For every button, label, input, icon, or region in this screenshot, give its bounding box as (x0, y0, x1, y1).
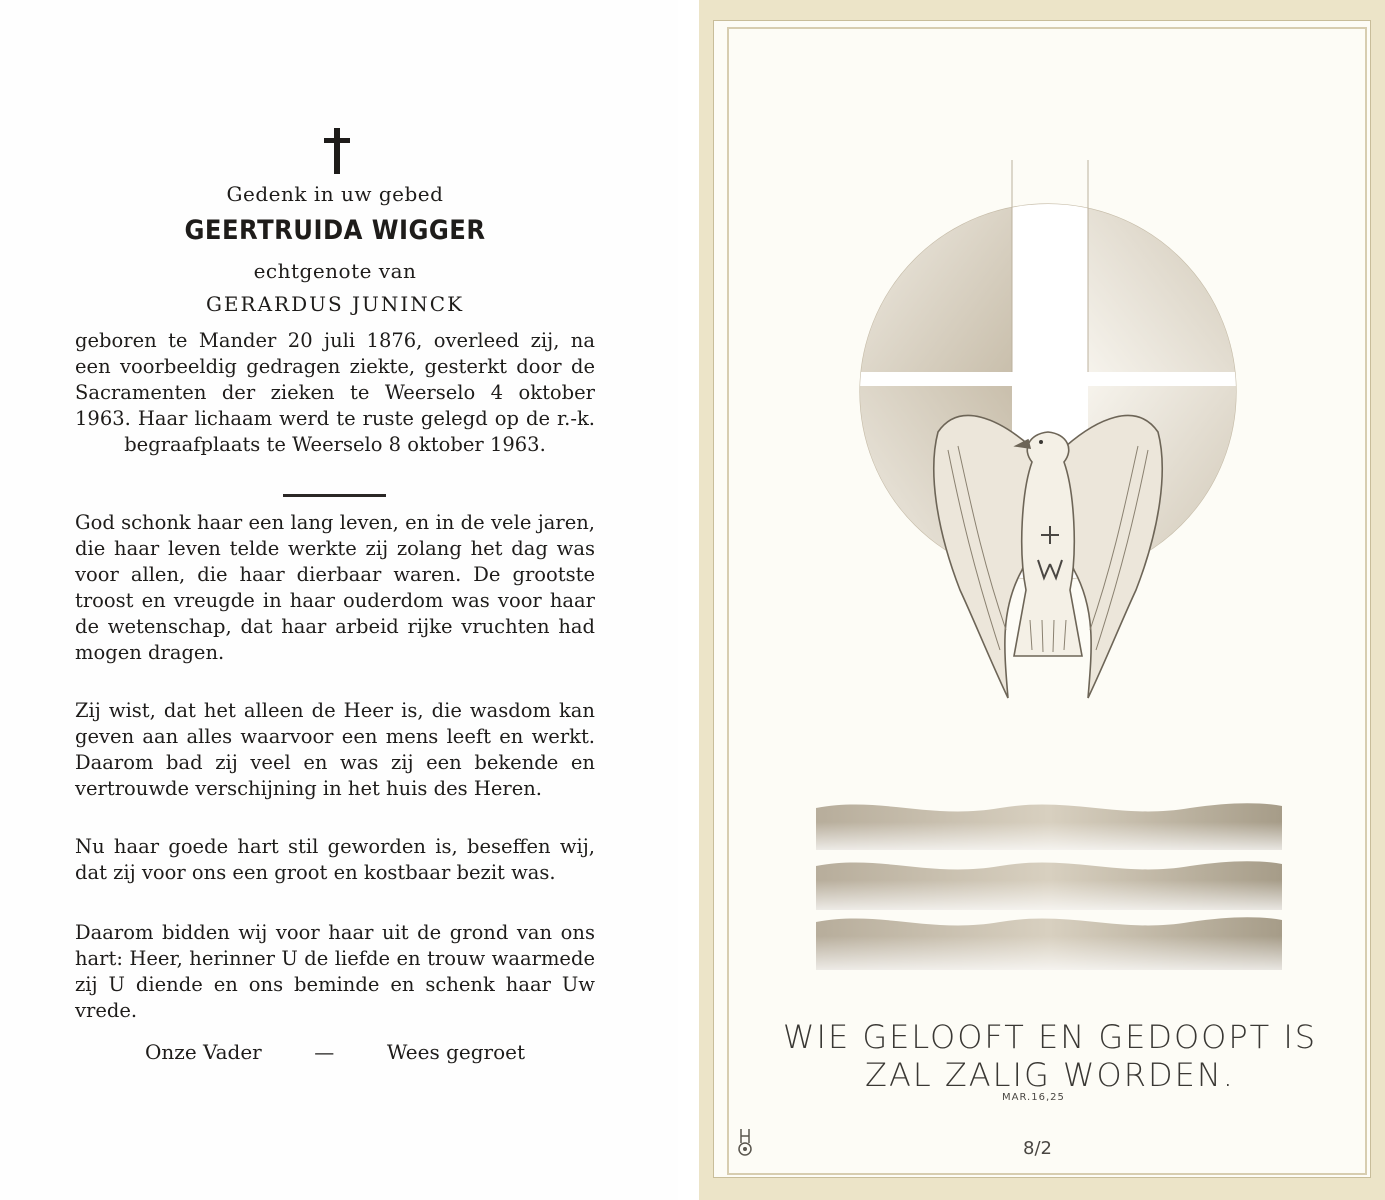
prayer-our-father: Onze Vader (145, 1040, 262, 1064)
husband-name: GERARDUS JUNINCK (205, 292, 465, 316)
intro-line: Gedenk in uw gebed (226, 182, 444, 206)
memorial-paragraph: Daarom bidden wij voor haar uit de grond van ons hart: Heer, herinner U de liefde en trouw waarmede zij U diende en ons beminde en schenk haar Uw vrede. (75, 921, 595, 1022)
biography-text: geboren te Mander 20 juli 1876, overleed zij, na een voorbeeldig gedragen ziekte, gesterkt door de Sacramenten der zieken te Weerselo 4 oktober 1963. Haar lichaam werd te ruste gelegd op de r.-k. begraafplaats te Weerselo 8 oktober 1963. (75, 329, 595, 456)
motto-line-2: ZAL ZALIG WORDEN. (865, 1056, 1235, 1094)
memorial-paragraph: Nu haar goede hart stil geworden is, beseffen wij, dat zij voor ons een groot en kostbaar bezit was. (75, 835, 595, 884)
deceased-name: GEERTRUIDA WIGGER (184, 215, 486, 246)
motto-line-1: WIE GELOOFT EN GEDOOPT IS (782, 1018, 1318, 1056)
memorial-paragraph: God schonk haar een lang leven, en in de vele jaren, die haar leven telde werkte zij zolang het dag was voor allen, die haar dierbaar waren. De grootste troost en vreugde in haar ouderdom was voor haar de wetenschap, dat haar arbeid rijke vruchten had mogen dragen. (75, 511, 595, 664)
prayer-separator: — (314, 1040, 335, 1064)
memorial-paragraph: Zij wist, dat het alleen de Heer is, die wasdom kan geven aan alles waarvoor een mens leeft en werkt. Daarom bad zij veel en was zij een bekende en vertrouwde verschijning in het huis des Heren. (75, 699, 595, 800)
artist-monogram-icon (735, 1127, 759, 1157)
scripture-reference: MAR.16,25 (1002, 1092, 1065, 1103)
dove-cross-waves-illustration (760, 150, 1320, 980)
latin-cross-icon (322, 128, 352, 176)
card-serial-number: 8/2 (1023, 1138, 1052, 1159)
section-divider (283, 494, 386, 497)
relation-line: echtgenote van (253, 259, 417, 283)
prayer-hail-mary: Wees gegroet (386, 1040, 525, 1064)
prayer-line (145, 1040, 525, 1064)
